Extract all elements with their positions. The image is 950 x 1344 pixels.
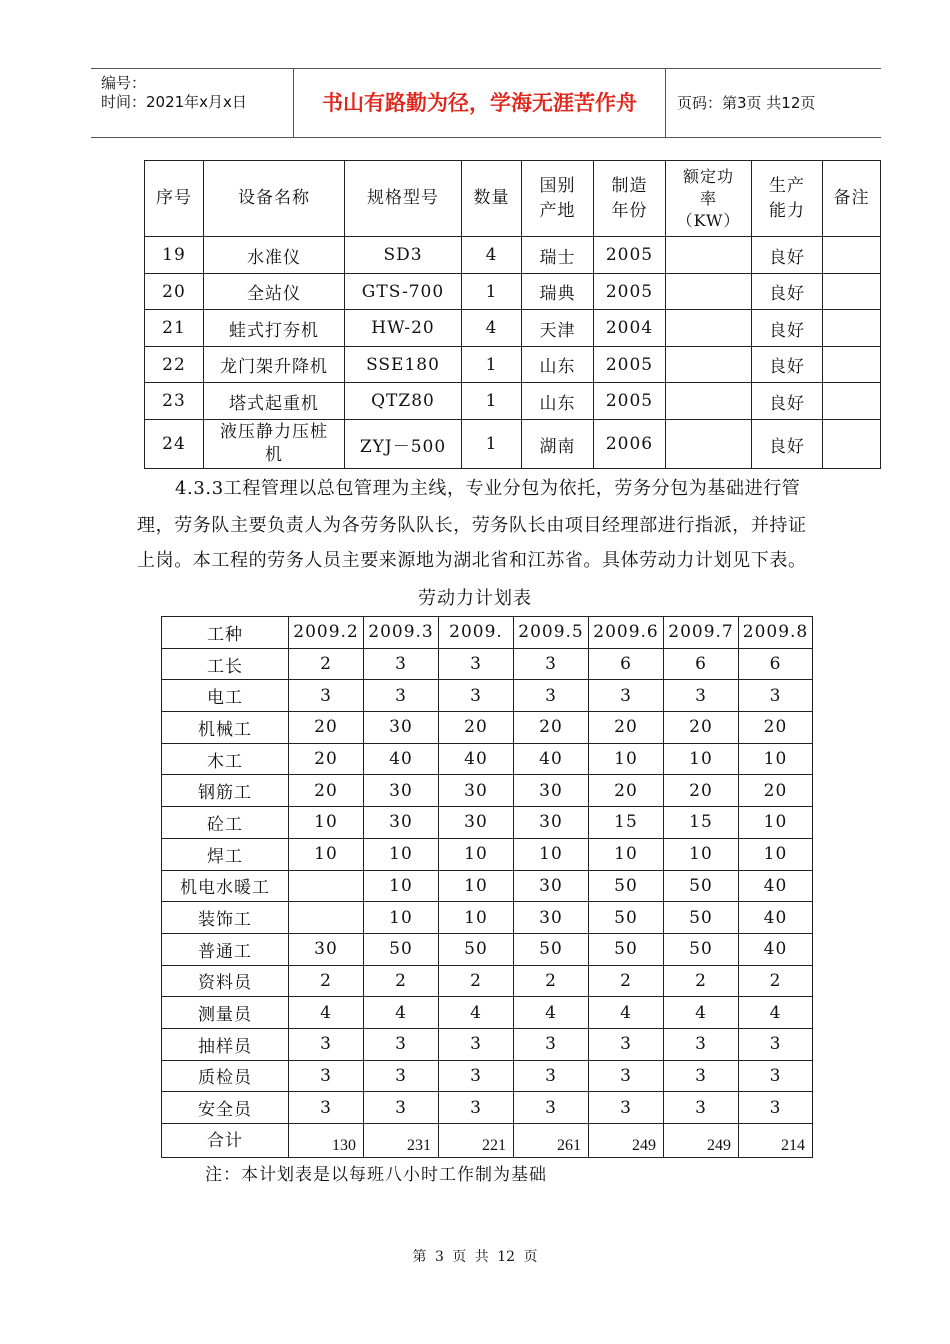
labor-count-cell: 20 xyxy=(664,712,739,744)
labor-count-cell: 10 xyxy=(439,870,514,902)
labor-count-cell: 50 xyxy=(589,933,664,965)
labor-count-cell: 40 xyxy=(739,902,813,934)
labor-count-cell: 30 xyxy=(514,807,589,839)
labor-count-cell: 3 xyxy=(439,680,514,712)
labor-trade-cell: 电工 xyxy=(162,680,289,712)
labor-count-cell: 50 xyxy=(664,902,739,934)
labor-count-cell: 15 xyxy=(664,807,739,839)
labor-count-cell: 3 xyxy=(589,1028,664,1060)
equipment-cell xyxy=(666,347,752,383)
labor-count-cell: 2 xyxy=(514,965,589,997)
labor-count-cell: 2 xyxy=(364,965,439,997)
labor-header-cell: 工种 xyxy=(162,617,289,649)
labor-count-cell: 4 xyxy=(664,997,739,1029)
labor-header-cell: 2009.2 xyxy=(289,617,364,649)
labor-trade-cell: 装饰工 xyxy=(162,902,289,934)
labor-count-cell: 15 xyxy=(589,807,664,839)
labor-trade-cell: 普通工 xyxy=(162,933,289,965)
labor-count-cell: 10 xyxy=(439,902,514,934)
labor-count-cell: 3 xyxy=(514,648,589,680)
equipment-cell: 4 xyxy=(462,310,522,347)
labor-count-cell: 3 xyxy=(364,680,439,712)
labor-count-cell: 40 xyxy=(364,743,439,775)
time-label: 时间：2021年x月x日 xyxy=(101,93,247,111)
equipment-cell: 龙门架升降机 xyxy=(204,347,345,383)
labor-total-cell: 249 xyxy=(589,1124,664,1158)
header-meta xyxy=(91,69,294,137)
labor-count-cell: 30 xyxy=(364,807,439,839)
labor-count-cell: 10 xyxy=(439,838,514,870)
labor-row xyxy=(162,838,813,870)
labor-count-cell: 40 xyxy=(739,933,813,965)
labor-row xyxy=(162,1028,813,1060)
equipment-row xyxy=(145,420,881,469)
labor-count-cell: 6 xyxy=(664,648,739,680)
labor-total-cell: 249 xyxy=(664,1124,739,1158)
equipment-row xyxy=(145,383,881,420)
equipment-row xyxy=(145,310,881,347)
equipment-cell: 1 xyxy=(462,274,522,310)
labor-count-cell: 30 xyxy=(439,775,514,807)
equipment-cell: 良好 xyxy=(752,347,823,383)
equipment-cell: 良好 xyxy=(752,310,823,347)
labor-row xyxy=(162,648,813,680)
header-page-info: 页码：第3页 共12页 xyxy=(677,94,816,112)
labor-count-cell xyxy=(289,870,364,902)
labor-count-cell: 2 xyxy=(739,965,813,997)
labor-count-cell: 3 xyxy=(364,1028,439,1060)
labor-count-cell: 10 xyxy=(739,838,813,870)
labor-row xyxy=(162,712,813,744)
equipment-cell xyxy=(823,383,881,420)
labor-note: 注：本计划表是以每班八小时工作制为基础 xyxy=(205,1165,547,1185)
labor-count-cell: 2 xyxy=(664,965,739,997)
labor-row xyxy=(162,680,813,712)
labor-total-cell: 221 xyxy=(439,1124,514,1158)
equipment-header-cell: 制造 年份 xyxy=(594,161,666,237)
labor-header-cell: 2009. xyxy=(439,617,514,649)
labor-count-cell: 30 xyxy=(439,807,514,839)
labor-total-cell: 214 xyxy=(739,1124,813,1158)
labor-count-cell: 3 xyxy=(514,1092,589,1124)
labor-count-cell: 20 xyxy=(739,712,813,744)
equipment-header-row xyxy=(145,161,881,237)
labor-count-cell: 3 xyxy=(514,1028,589,1060)
labor-row xyxy=(162,933,813,965)
labor-row xyxy=(162,997,813,1029)
labor-count-cell: 4 xyxy=(364,997,439,1029)
equipment-cell: 天津 xyxy=(522,310,594,347)
labor-row xyxy=(162,807,813,839)
labor-trade-cell: 机械工 xyxy=(162,712,289,744)
labor-count-cell: 30 xyxy=(289,933,364,965)
equipment-cell: 21 xyxy=(145,310,204,347)
equipment-cell xyxy=(823,420,881,469)
labor-trade-cell: 砼工 xyxy=(162,807,289,839)
labor-row xyxy=(162,1092,813,1124)
labor-count-cell: 2 xyxy=(289,648,364,680)
equipment-cell: QTZ80 xyxy=(345,383,462,420)
equipment-header-cell: 备注 xyxy=(823,161,881,237)
equipment-cell xyxy=(666,383,752,420)
labor-row xyxy=(162,902,813,934)
equipment-cell xyxy=(823,347,881,383)
labor-count-cell: 50 xyxy=(664,933,739,965)
equipment-cell: 22 xyxy=(145,347,204,383)
equipment-cell xyxy=(666,274,752,310)
labor-count-cell xyxy=(289,902,364,934)
labor-count-cell: 4 xyxy=(514,997,589,1029)
labor-count-cell: 3 xyxy=(664,1028,739,1060)
equipment-row xyxy=(145,237,881,274)
labor-count-cell: 50 xyxy=(589,870,664,902)
equipment-header-cell: 设备名称 xyxy=(204,161,345,237)
labor-count-cell: 20 xyxy=(439,712,514,744)
labor-table xyxy=(161,616,813,1158)
labor-trade-cell: 木工 xyxy=(162,743,289,775)
labor-count-cell: 10 xyxy=(739,743,813,775)
equipment-cell: 蛙式打夯机 xyxy=(204,310,345,347)
header-motto: 书山有路勤为径，学海无涯苦作舟 xyxy=(294,69,666,137)
labor-count-cell: 3 xyxy=(289,1092,364,1124)
equipment-cell: 良好 xyxy=(752,274,823,310)
labor-count-cell: 3 xyxy=(739,1092,813,1124)
labor-count-cell: 3 xyxy=(439,1060,514,1092)
labor-count-cell: 6 xyxy=(739,648,813,680)
equipment-cell: 2006 xyxy=(594,420,666,469)
equipment-header-cell: 数量 xyxy=(462,161,522,237)
equipment-cell: 液压静力压桩 机 xyxy=(204,420,345,469)
labor-header-cell: 2009.5 xyxy=(514,617,589,649)
equipment-header-cell: 国别 产地 xyxy=(522,161,594,237)
labor-count-cell: 20 xyxy=(289,743,364,775)
labor-table-caption: 劳动力计划表 xyxy=(418,588,532,609)
labor-count-cell: 3 xyxy=(739,1028,813,1060)
labor-count-cell: 50 xyxy=(439,933,514,965)
labor-trade-cell: 资料员 xyxy=(162,965,289,997)
equipment-row xyxy=(145,274,881,310)
equipment-cell: 1 xyxy=(462,347,522,383)
labor-count-cell: 10 xyxy=(289,838,364,870)
labor-count-cell: 3 xyxy=(739,1060,813,1092)
equipment-table xyxy=(144,160,881,469)
labor-count-cell: 10 xyxy=(514,838,589,870)
equipment-cell: 20 xyxy=(145,274,204,310)
labor-row xyxy=(162,965,813,997)
labor-count-cell: 20 xyxy=(289,712,364,744)
equipment-cell: 2005 xyxy=(594,347,666,383)
equipment-cell: 瑞典 xyxy=(522,274,594,310)
labor-count-cell: 40 xyxy=(439,743,514,775)
labor-trade-cell: 焊工 xyxy=(162,838,289,870)
number-label: 编号： xyxy=(101,74,147,92)
labor-trade-cell: 工长 xyxy=(162,648,289,680)
equipment-cell: 2005 xyxy=(594,274,666,310)
labor-header-row xyxy=(162,617,813,649)
labor-count-cell: 3 xyxy=(514,680,589,712)
labor-count-cell: 10 xyxy=(664,838,739,870)
equipment-cell: 2005 xyxy=(594,383,666,420)
labor-count-cell: 3 xyxy=(364,648,439,680)
labor-count-cell: 3 xyxy=(364,1060,439,1092)
labor-count-cell: 3 xyxy=(514,1060,589,1092)
labor-count-cell: 3 xyxy=(439,1028,514,1060)
labor-trade-cell: 抽样员 xyxy=(162,1028,289,1060)
labor-count-cell: 10 xyxy=(589,838,664,870)
labor-count-cell: 10 xyxy=(739,807,813,839)
labor-header-cell: 2009.6 xyxy=(589,617,664,649)
equipment-cell: 塔式起重机 xyxy=(204,383,345,420)
labor-total-label: 合计 xyxy=(162,1124,289,1158)
labor-count-cell: 30 xyxy=(514,775,589,807)
equipment-cell: 瑞士 xyxy=(522,237,594,274)
equipment-cell: 山东 xyxy=(522,347,594,383)
equipment-cell: SSE180 xyxy=(345,347,462,383)
labor-total-cell: 130 xyxy=(289,1124,364,1158)
labor-count-cell: 3 xyxy=(589,680,664,712)
labor-row xyxy=(162,743,813,775)
labor-count-cell: 20 xyxy=(739,775,813,807)
equipment-cell: 4 xyxy=(462,237,522,274)
paragraph-line-2: 理，劳务队主要负责人为各劳务队队长，劳务队长由项目经理部进行指派，并持证 xyxy=(137,515,807,536)
labor-row xyxy=(162,1060,813,1092)
labor-count-cell: 50 xyxy=(514,933,589,965)
labor-count-cell: 2 xyxy=(439,965,514,997)
labor-count-cell: 10 xyxy=(364,870,439,902)
labor-count-cell: 20 xyxy=(589,712,664,744)
labor-count-cell: 50 xyxy=(589,902,664,934)
labor-count-cell: 3 xyxy=(589,1060,664,1092)
equipment-cell: 良好 xyxy=(752,383,823,420)
labor-count-cell: 20 xyxy=(289,775,364,807)
labor-row xyxy=(162,775,813,807)
equipment-cell: 1 xyxy=(462,420,522,469)
labor-count-cell: 4 xyxy=(739,997,813,1029)
labor-count-cell: 3 xyxy=(439,648,514,680)
labor-count-cell: 20 xyxy=(664,775,739,807)
labor-count-cell: 50 xyxy=(364,933,439,965)
labor-count-cell: 30 xyxy=(364,775,439,807)
labor-count-cell: 3 xyxy=(289,1060,364,1092)
labor-total-row xyxy=(162,1124,813,1158)
labor-count-cell: 40 xyxy=(739,870,813,902)
equipment-cell xyxy=(666,237,752,274)
labor-count-cell: 3 xyxy=(289,1028,364,1060)
labor-trade-cell: 钢筋工 xyxy=(162,775,289,807)
labor-count-cell: 3 xyxy=(664,680,739,712)
labor-trade-cell: 机电水暖工 xyxy=(162,870,289,902)
labor-count-cell: 40 xyxy=(514,743,589,775)
labor-count-cell: 30 xyxy=(364,712,439,744)
labor-count-cell: 3 xyxy=(289,680,364,712)
labor-trade-cell: 安全员 xyxy=(162,1092,289,1124)
equipment-cell xyxy=(666,310,752,347)
labor-count-cell: 3 xyxy=(664,1060,739,1092)
equipment-cell: 19 xyxy=(145,237,204,274)
labor-count-cell: 10 xyxy=(289,807,364,839)
paragraph-line-1: 4.3.3工程管理以总包管理为主线，专业分包为依托，劳务分包为基础进行管 xyxy=(175,478,801,499)
page-header xyxy=(91,68,881,138)
labor-trade-cell: 质检员 xyxy=(162,1060,289,1092)
equipment-cell: 全站仪 xyxy=(204,274,345,310)
labor-trade-cell: 测量员 xyxy=(162,997,289,1029)
equipment-cell: HW-20 xyxy=(345,310,462,347)
equipment-cell xyxy=(666,420,752,469)
labor-total-cell: 231 xyxy=(364,1124,439,1158)
labor-header-cell: 2009.7 xyxy=(664,617,739,649)
labor-count-cell: 4 xyxy=(439,997,514,1029)
labor-count-cell: 2 xyxy=(289,965,364,997)
labor-count-cell: 3 xyxy=(439,1092,514,1124)
labor-count-cell: 3 xyxy=(739,680,813,712)
equipment-cell: 山东 xyxy=(522,383,594,420)
equipment-cell: SD3 xyxy=(345,237,462,274)
equipment-header-cell: 生产 能力 xyxy=(752,161,823,237)
labor-count-cell: 30 xyxy=(514,870,589,902)
paragraph-line-3: 上岗。本工程的劳务人员主要来源地为湖北省和江苏省。具体劳动力计划见下表。 xyxy=(137,550,807,571)
equipment-cell: 2004 xyxy=(594,310,666,347)
labor-count-cell: 3 xyxy=(589,1092,664,1124)
equipment-cell: 水准仪 xyxy=(204,237,345,274)
equipment-cell: GTS-700 xyxy=(345,274,462,310)
equipment-cell: 1 xyxy=(462,383,522,420)
equipment-cell: 良好 xyxy=(752,237,823,274)
labor-count-cell: 2 xyxy=(589,965,664,997)
labor-count-cell: 3 xyxy=(664,1092,739,1124)
equipment-header-cell: 额定功 率 （KW） xyxy=(666,161,752,237)
equipment-row xyxy=(145,347,881,383)
labor-count-cell: 4 xyxy=(589,997,664,1029)
labor-header-cell: 2009.3 xyxy=(364,617,439,649)
equipment-header-cell: 序号 xyxy=(145,161,204,237)
page-footer: 第 3 页 共 12 页 xyxy=(412,1249,538,1265)
labor-count-cell: 3 xyxy=(364,1092,439,1124)
labor-row xyxy=(162,870,813,902)
labor-count-cell: 10 xyxy=(364,902,439,934)
labor-count-cell: 10 xyxy=(364,838,439,870)
equipment-header-cell: 规格型号 xyxy=(345,161,462,237)
labor-count-cell: 10 xyxy=(589,743,664,775)
labor-count-cell: 6 xyxy=(589,648,664,680)
equipment-cell xyxy=(823,237,881,274)
equipment-cell: 23 xyxy=(145,383,204,420)
labor-count-cell: 30 xyxy=(514,902,589,934)
labor-header-cell: 2009.8 xyxy=(739,617,813,649)
labor-count-cell: 20 xyxy=(514,712,589,744)
labor-total-cell: 261 xyxy=(514,1124,589,1158)
equipment-cell xyxy=(823,310,881,347)
equipment-cell: 2005 xyxy=(594,237,666,274)
equipment-cell: 良好 xyxy=(752,420,823,469)
labor-count-cell: 50 xyxy=(664,870,739,902)
equipment-cell xyxy=(823,274,881,310)
equipment-cell: ZYJ－500 xyxy=(345,420,462,469)
labor-count-cell: 20 xyxy=(589,775,664,807)
labor-count-cell: 10 xyxy=(664,743,739,775)
labor-count-cell: 4 xyxy=(289,997,364,1029)
equipment-cell: 湖南 xyxy=(522,420,594,469)
equipment-cell: 24 xyxy=(145,420,204,469)
